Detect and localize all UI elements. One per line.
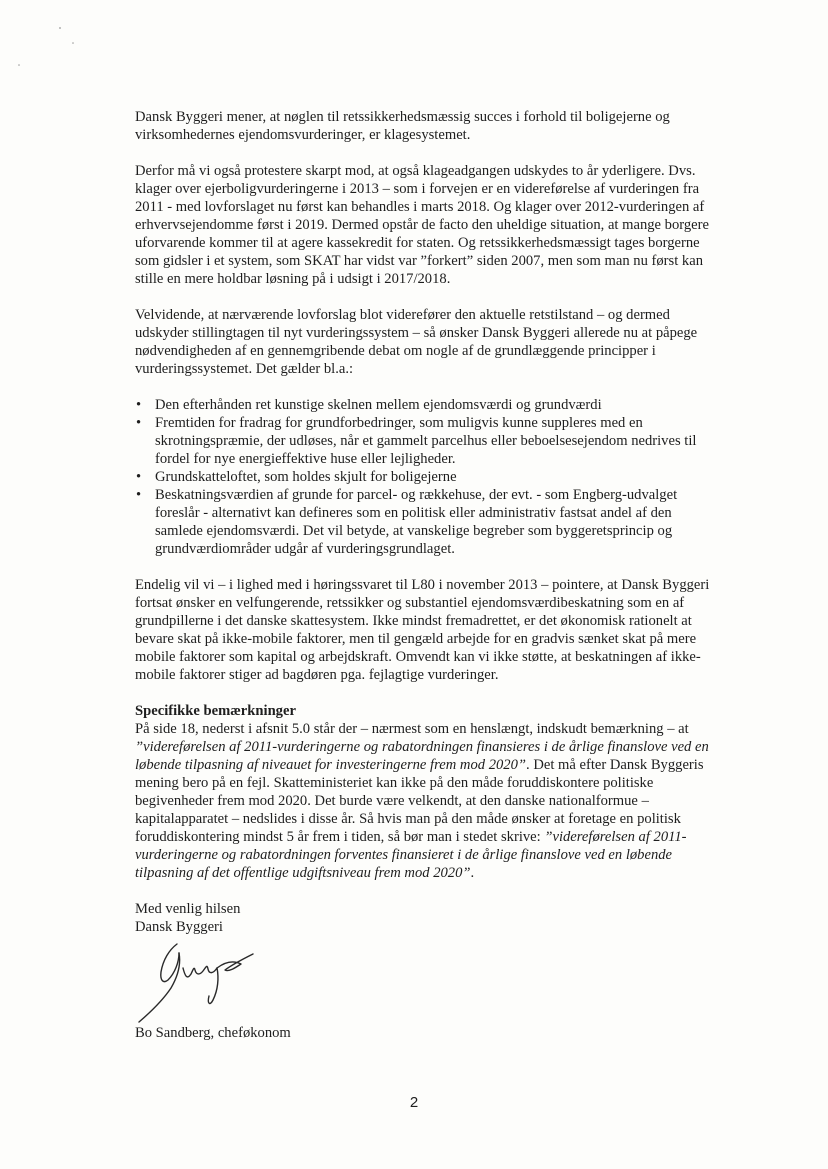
velvidende-paragraph: Velvidende, at nærværende lovforslag blot viderefører den aktuelle retstilstand – og dermed udskyder stillingtagen til nyt vurderingssystem – så ønsker Dansk Byggeri allerede nu at påpege nødvendigheden af en gennemgribende debat om nogle af de grundlæggende principper i vurderingssystemet. Det gælder bl.a.: bbox=[135, 307, 698, 377]
specific-quote-1: ”videreførelsen af 2011-vurderingerne og rabatordningen finansieres i de årlige finanslove ved en løbende tilpasning af niveauet for investeringerne frem mod 2020” bbox=[135, 739, 709, 773]
signer-name: Bo Sandberg, cheføkonom bbox=[135, 1025, 291, 1041]
specific-text-1: På side 18, nederst i afsnit 5.0 står der – nærmest som en henslængt, indskudt bemærkning – at bbox=[135, 721, 689, 737]
closing-block bbox=[135, 900, 723, 1042]
endelig-paragraph: Endelig vil vi – i lighed med i høringssvaret til L80 i november 2013 – pointere, at Dansk Byggeri fortsat ønsker en velfungerende, retssikker og substantiel ejendomsværdibeskatning som en af grundpillerne i det danske skattesystem. Ikke mindst fremadrettet, er det økonomisk rationelt at bevare skat på ikke-mobile faktorer, men til gengæld arbejde for en gradvis sænket skat på mere mobile faktorer som kapital og arbejdskraft. Omvendt kan vi ikke støtte, at beskatningen af ikke-mobile faktorer stiger ad bagdøren pga. fejlagtige vurderinger. bbox=[135, 577, 710, 683]
specific-text-2: . Det må efter Dansk Byggeris mening bero på en fejl. Skatteministeriet kan ikke på den måde foruddiskontere politiske begivenheder frem mod 2020. Det burde være velkendt, at den danske nationalformue – kapitalapparatet – nedslides i disse år. Så hvis man på den måde ønsker at foretage en politisk foruddiskontering mindst 5 år frem i tiden, så bør man i stedet skrive: bbox=[135, 757, 704, 845]
specific-heading: Specifikke bemærkninger bbox=[135, 703, 296, 719]
closing-greeting: Med venlig hilsen bbox=[135, 901, 241, 917]
scan-specks bbox=[0, 0, 828, 120]
list-item: • Beskatningsværdien af grunde for parcel- og rækkehuse, der evt. - som Engberg-udvalget foreslår - alternativt kan defineres som en politisk eller administrativ fastsat andel af den samlede ejendomsværdi. Det vil betyde, at vanskelige begreber som byggeretsprincip og grundværdiområder udgår af vurderingsgrundlaget. bbox=[135, 486, 723, 558]
list-item: • Fremtiden for fradrag for grundforbedringer, som muligvis kunne suppleres med en skrotningspræmie, der udløses, når et gammelt parcelhus eller beboelsesejendom nedrives til fordel for nye energieffektive huse eller lejligheder. bbox=[135, 414, 723, 468]
specific-paragraph bbox=[135, 720, 723, 882]
specific-quote-2: ”videreførelsen af 2011-vurderingerne og rabatordningen forventes finansieret i de årlige finanslove ved en løbende tilpasning af det offentlige udgiftsniveau frem mod 2020” bbox=[135, 829, 687, 881]
list-item: • Den efterhånden ret kunstige skelnen mellem ejendomsværdi og grundværdi bbox=[135, 396, 723, 414]
list-item: • Grundskatteloftet, som holdes skjult for boligejerne bbox=[135, 468, 723, 486]
closing-organization: Dansk Byggeri bbox=[135, 919, 223, 935]
principles-list bbox=[135, 396, 723, 558]
handwritten-signature bbox=[133, 938, 263, 1024]
specific-text-3: . bbox=[470, 865, 475, 881]
letter-body bbox=[135, 108, 723, 1042]
intro-paragraph: Dansk Byggeri mener, at nøglen til retssikkerhedsmæssig succes i forhold til boligejerne og virksomhedernes ejendomsvurderinger, er klagesystemet. bbox=[135, 109, 670, 143]
protest-paragraph: Derfor må vi også protestere skarpt mod, at også klageadgangen udskydes to år yderligere. Dvs. klager over ejerboligvurderingerne i 2013 – som i forvejen er en videreførelse af vurderingen fra 2011 - med lovforslaget nu først kan behandles i marts 2018. Og klager over 2012-vurderingen af erhvervsejendomme først i 2019. Dermed opstår de facto den uheldige situation, at mange borgere uforvarende kommer til at agere kassekredit for staten. Og retssikkerhedsmæssigt tages borgerne som gidsler i et system, som SKAT har vidst var ”forkert” siden 2007, men som man nu først kan stille en mere holdbar løsning på i udsigt i 2017/2018. bbox=[135, 163, 709, 287]
page-number: 2 bbox=[409, 1094, 419, 1111]
